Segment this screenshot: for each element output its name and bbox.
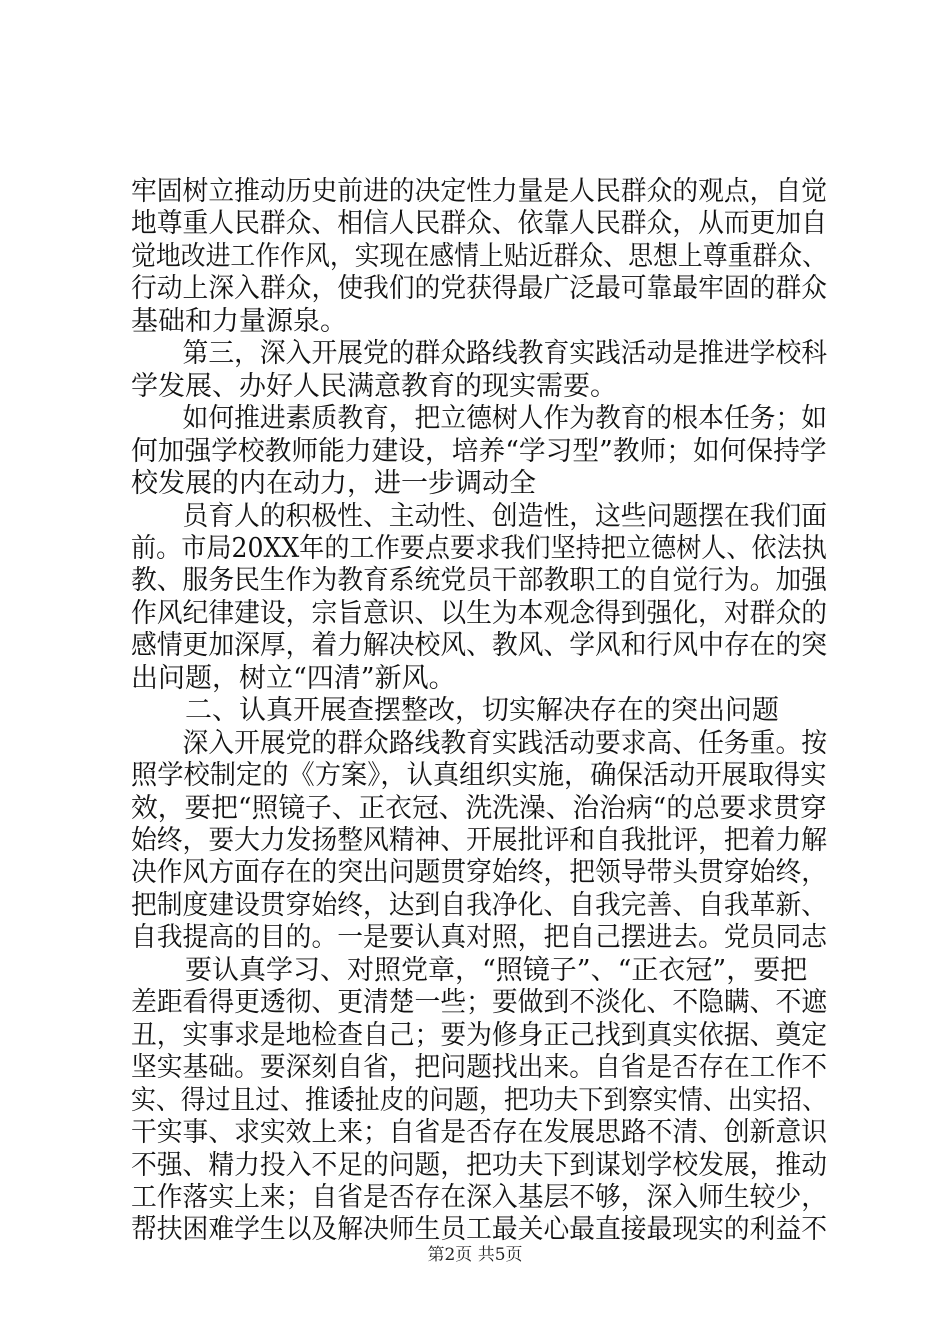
page-footer: 第2页 共5页 [427, 1245, 523, 1265]
text-line: 何加强学校教师能力建设，培养“学习型”教师；如何保持学 [131, 435, 827, 467]
text-line: 差距看得更透彻、更清楚一些；要做到不淡化、不隐瞒、不遮 [131, 987, 827, 1019]
text-line: 行动上深入群众，使我们的党获得最广泛最可靠最牢固的群众 [131, 273, 827, 305]
text-line: 效，要把“照镜子、正衣冠、洗洗澡、治治病“的总要求贯穿 [131, 792, 827, 824]
text-line: 教、服务民生作为教育系统党员干部教职工的自觉行为。加强 [131, 565, 827, 597]
text-line: 前。市局20XX年的工作要点要求我们坚持把立德树人、依法执 [131, 532, 827, 564]
text-line: 出问题，树立“四清”新风。 [131, 662, 456, 694]
text-line: 深入开展党的群众路线教育实践活动要求高、任务重。按 [131, 727, 827, 759]
text-line: 地尊重人民群众、相信人民群众、依靠人民群众，从而更加自 [131, 208, 827, 240]
text-line: 二、认真开展查摆整改，切实解决存在的突出问题 [131, 695, 779, 727]
text-line: 自我提高的目的。一是要认真对照，把自己摆进去。党员同志 [131, 922, 827, 954]
text-line: 觉地改进工作作风，实现在感情上贴近群众、思想上尊重群众、 [131, 240, 827, 272]
text-line: 丑，实事求是地检查自己；要为修身正己找到真实依据、奠定 [131, 1019, 827, 1051]
text-line: 员育人的积极性、主动性、创造性，这些问题摆在我们面 [131, 500, 827, 532]
text-line: 牢固树立推动历史前进的决定性力量是人民群众的观点，自觉 [131, 176, 827, 207]
text-line: 坚实基础。要深刻自省，把问题找出来。自省是否存在工作不 [131, 1052, 827, 1084]
text-line: 把制度建设贯穿始终，达到自我净化、自我完善、自我革新、 [131, 889, 827, 921]
text-line: 作风纪律建设，宗旨意识、以生为本观念得到强化，对群众的 [131, 597, 827, 629]
text-line: 干实事、求实效上来；自省是否存在发展思路不清、创新意识 [131, 1117, 827, 1149]
text-line: 如何推进素质教育，把立德树人作为教育的根本任务；如 [131, 403, 827, 435]
text-line: 帮扶困难学生以及解决师生员工最关心最直接最现实的利益不 [131, 1214, 827, 1246]
text-line: 校发展的内在动力，进一步调动全 [131, 468, 536, 500]
text-line: 第三，深入开展党的群众路线教育实践活动是推进学校科 [131, 338, 827, 370]
text-line: 决作风方面存在的突出问题贯穿始终，把领导带头贯穿始终， [131, 857, 827, 889]
text-line: 基础和力量源泉。 [131, 305, 347, 337]
text-line: 照学校制定的《方案》，认真组织实施，确保活动开展取得实 [131, 760, 827, 792]
text-line: 实、得过且过、推诿扯皮的问题，把功夫下到察实情、出实招、 [131, 1084, 827, 1116]
text-line: 不强、精力投入不足的问题，把功夫下到谋划学校发展，推动 [131, 1149, 827, 1181]
text-line: 学发展、办好人民满意教育的现实需要。 [131, 370, 617, 402]
text-line: 要认真学习、对照党章，“照镜子”、“正衣冠”，要把 [131, 954, 808, 986]
text-line: 感情更加深厚，着力解决校风、教风、学风和行风中存在的突 [131, 630, 827, 662]
text-line: 工作落实上来；自省是否存在深入基层不够，深入师生较少， [131, 1181, 827, 1213]
text-line: 始终，要大力发扬整风精神、开展批评和自我批评，把着力解 [131, 825, 827, 856]
